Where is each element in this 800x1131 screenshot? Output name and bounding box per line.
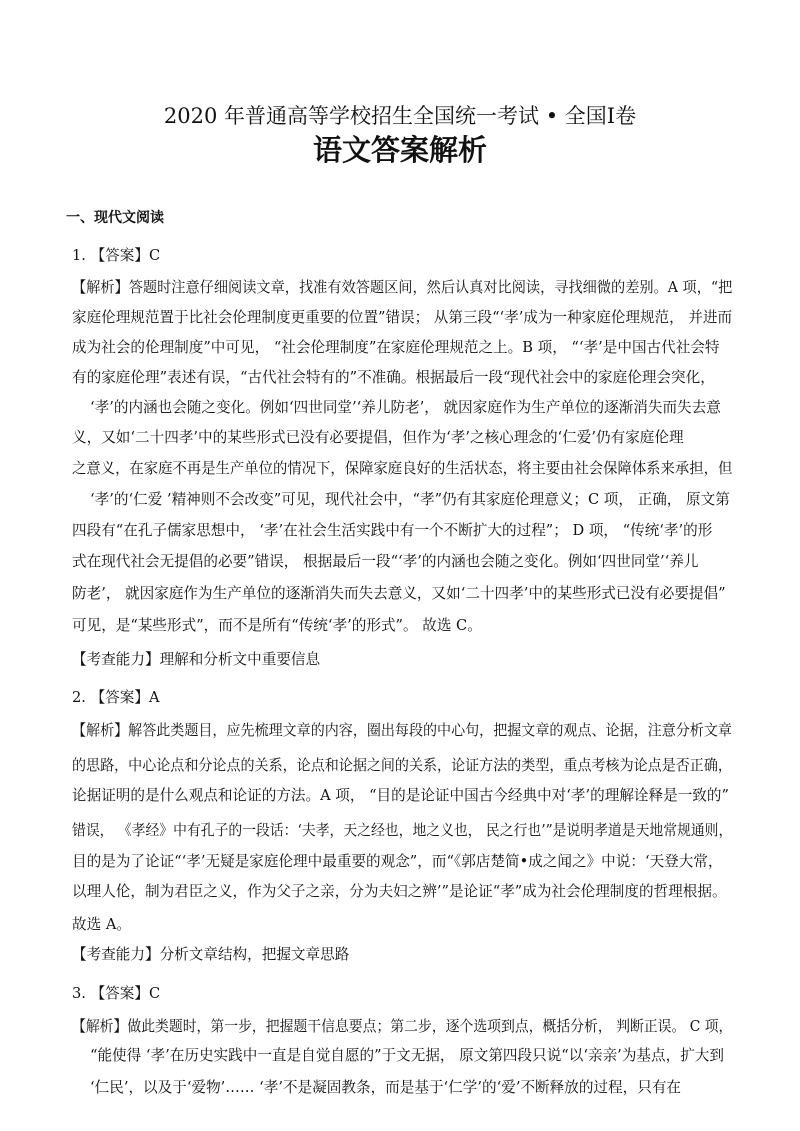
exam-title: 2020 年普通高等学校招生全国统一考试 • 全国Ⅰ卷 bbox=[163, 104, 637, 128]
question-1-analysis-line: ‘孝’的内涵也会随之变化。例如‘四世同堂’‘养儿防老’， 就因家庭作为生产单位的逐渐消失而失去意 bbox=[90, 399, 721, 416]
document-title: 语文答案解析 bbox=[312, 133, 487, 167]
question-1-analysis-line: 式在现代社会无提倡的必要”错误， 根据最后一段“‘孝’的内涵也会随之变化。例如‘四世同堂’‘养儿 bbox=[72, 553, 699, 570]
question-1-analysis-line: 义，又如‘二十四孝’中的某些形式已没有必要提倡，但作为‘孝’之核心理念的‘仁爱’仍有家庭伦理 bbox=[72, 429, 684, 446]
question-2-ability: 【考查能力】分析文章结构，把握文章思路 bbox=[72, 946, 350, 963]
question-1-analysis-line: 之意义，在家庭不再是生产单位的情况下，保障家庭良好的生活状态，将主要由社会保障体系来承担，但 bbox=[72, 460, 733, 477]
section-heading: 一、现代文阅读 bbox=[66, 210, 164, 226]
question-3-answer: 3. 【答案】C bbox=[72, 985, 161, 1002]
question-1-answer: 1. 【答案】C bbox=[72, 247, 161, 264]
question-1-analysis-line: 有的家庭伦理”表述有误，“古代社会特有的”不准确。根据最后一段“现代社会中的家庭伦理会突化， bbox=[72, 369, 715, 386]
question-1-analysis-line: 成为社会的伦理制度”中可见， “社会伦理制度”在家庭伦理规范之上。B 项， “‘孝’是中国古代社会特 bbox=[72, 339, 720, 356]
question-1-analysis-line: 四段有“在孔子儒家思想中， ‘孝’在社会生活实践中有一个不断扩大的过程”； D 项， “传统‘孝’的形 bbox=[72, 522, 713, 539]
question-2-answer: 2. 【答案】A bbox=[72, 689, 160, 706]
question-2-analysis-line: 【解析】解答此类题目，应先梳理文章的内容，圈出每段的中心句，把握文章的观点、论据，注意分析文章 bbox=[72, 722, 732, 739]
question-1-analysis-line: 家庭伦理规范置于比社会伦理制度更重要的位置”错误； 从第三段“‘孝’成为一种家庭伦理规范， 并进而 bbox=[72, 309, 733, 326]
question-3-analysis-line: 【解析】做此类题时，第一步，把握题干信息要点；第二步，逐个选项到点，概括分析， 判断正误。 C 项， bbox=[72, 1018, 733, 1035]
question-1-analysis-line: ‘孝’的‘仁爱 ’精神则不会改变”可见，现代社会中，“孝”仍有其家庭伦理意义；C 项， 正确， 原文第 bbox=[90, 491, 730, 508]
question-1-analysis-line: 可见，是“某些形式”，而不是所有“传统‘孝’的形式”。 故选 C。 bbox=[72, 617, 482, 634]
question-1-ability: 【考查能力】理解和分析文中重要信息 bbox=[72, 651, 321, 668]
question-3-analysis-line: “能使得 ‘孝’在历史实践中一直是自觉自愿的”于文无据， 原文第四段只说“以‘亲亲’为基点，扩大到 bbox=[90, 1047, 724, 1064]
question-3-analysis-line: ‘仁民’，以及于‘爱物’…… ‘孝’不是凝固教条，而是基于‘仁学’的‘爱’不断释放的过程，只有在 bbox=[90, 1079, 682, 1096]
question-2-analysis-line: 目的是为了论证“‘孝’无疑是家庭伦理中最重要的观念”，而“《郭店楚简•成之闻之》中说：‘天登大常， bbox=[72, 853, 723, 870]
question-2-analysis-line: 以理人伦，制为君臣之义，作为父子之亲，分为夫妇之辨’”是论证“孝”成为社会伦理制度的哲理根据。 bbox=[72, 883, 727, 900]
question-1-analysis-line: 【解析】答题时注意仔细阅读文章，找准有效答题区间，然后认真对比阅读，寻找细微的差别。A 项，“把 bbox=[72, 279, 733, 296]
question-2-analysis-line: 论据证明的是什么观点和论证的方法。A 项， “目的是论证中国古今经典中对‘孝’的理解诠释是一致的” bbox=[72, 787, 729, 804]
question-2-analysis-line: 错误， 《孝经》中有孔子的一段话：‘夫孝，天之经也，地之义也， 民之行也’”是说明孝道是天地常规通则， bbox=[72, 822, 733, 839]
question-2-analysis-line: 故选 A。 bbox=[72, 916, 131, 933]
question-2-analysis-line: 的思路，中心论点和分论点的关系，论点和论据之间的关系，论证方法的类型，重点考核为论点是否正确， bbox=[72, 757, 732, 774]
question-1-analysis-line: 防老’， 就因家庭作为生产单位的逐渐消失而失去意义，又如‘二十四孝’中的某些形式已没有必要提倡” bbox=[72, 585, 726, 602]
